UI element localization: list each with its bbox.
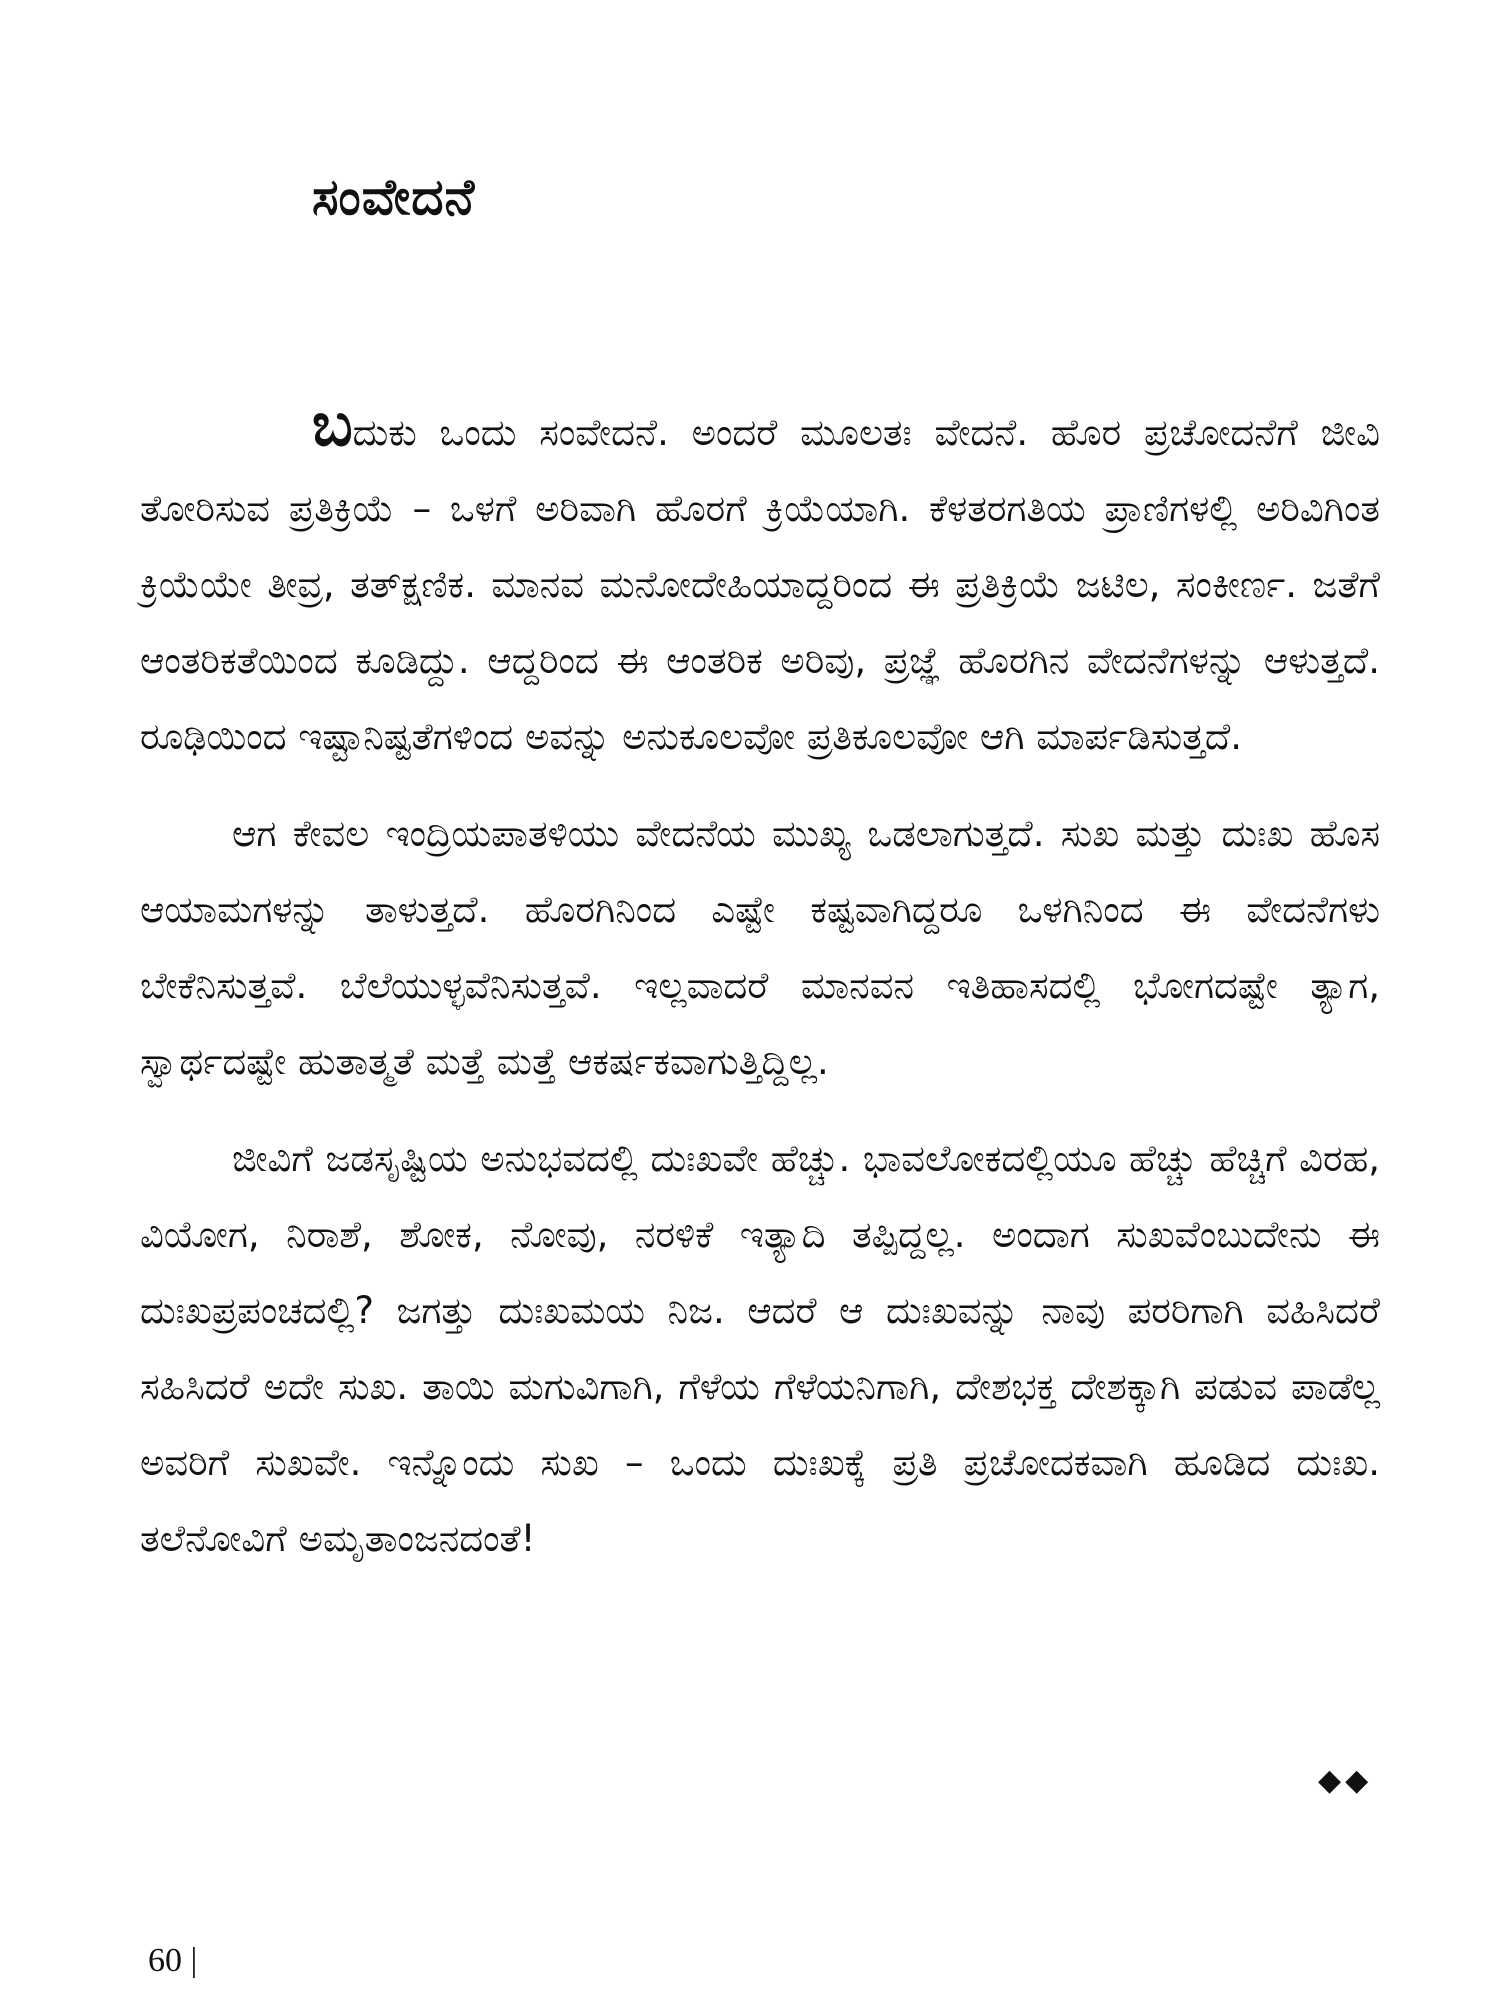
page-number: 60 xyxy=(148,1942,182,1979)
chapter-body xyxy=(140,390,1380,1598)
drop-cap: ಬ xyxy=(312,390,353,460)
paragraph-1 xyxy=(140,390,1380,775)
chapter-title: ಸಂವೇದನೆ xyxy=(312,168,476,226)
paragraph-2-text: ಆಗ ಕೇವಲ ಇಂದ್ರಿಯಪಾತಳಿಯು ವೇದನೆಯ ಮುಖ್ಯ ಒಡಲಾಗುತ್ತದೆ. ಸುಖ ಮತ್ತು ದುಃಖ ಹೊಸ ಆಯಾಮಗಳನ್ನು ತಾಳುತ್ತದೆ. ಹೊರಗಿನಿಂದ ಎಷ್ಟೇ ಕಷ್ಟವಾಗಿದ್ದರೂ ಒಳಗಿನಿಂದ ಈ ವೇದನೆಗಳು ಬೇಕೆನಿಸುತ್ತವೆ. ಬೆಲೆಯುಳ್ಳವೆನಿಸುತ್ತವೆ. ಇಲ್ಲವಾದರೆ ಮಾನವನ ಇತಿಹಾಸದಲ್ಲಿ ಭೋಗದಷ್ಟೇ ತ್ಯಾಗ, ಸ್ವಾರ್ಥದಷ್ಟೇ ಹುತಾತ್ಮತೆ ಮತ್ತೆ ಮತ್ತೆ ಆಕರ್ಷಕವಾಗುತ್ತಿದ್ದಿಲ್ಲ. xyxy=(140,812,1380,1083)
paragraph-1-text: ದುಕು ಒಂದು ಸಂವೇದನೆ. ಅಂದರೆ ಮೂಲತಃ ವೇದನೆ. ಹೊರ ಪ್ರಚೋದನೆಗೆ ಜೀವಿ ತೋರಿಸುವ ಪ್ರತಿಕ್ರಿಯೆ – ಒಳಗೆ ಅರಿವಾಗಿ ಹೊರಗೆ ಕ್ರಿಯೆಯಾಗಿ. ಕೆಳತರಗತಿಯ ಪ್ರಾಣಿಗಳಲ್ಲಿ ಅರಿವಿಗಿಂತ ಕ್ರಿಯೆಯೇ ತೀವ್ರ, ತತ್‌ಕ್ಷಣಿಕ. ಮಾನವ ಮನೋದೇಹಿಯಾದ್ದರಿಂದ ಈ ಪ್ರತಿಕ್ರಿಯೆ ಜಟಿಲ, ಸಂಕೀರ್ಣ. ಜತೆಗೆ ಆಂತರಿಕತೆಯಿಂದ ಕೂಡಿದ್ದು. ಆದ್ದರಿಂದ ಈ ಆಂತರಿಕ ಅರಿವು, ಪ್ರಜ್ಞೆ ಹೊರಗಿನ ವೇದನೆಗಳನ್ನು ಆಳುತ್ತದೆ. ರೂಢಿಯಿಂದ ಇಷ್ಟಾನಿಷ್ಟತೆಗಳಿಂದ ಅವನ್ನು ಅನುಕೂಲವೋ ಪ್ರತಿಕೂಲವೋ ಆಗಿ ಮಾರ್ಪಡಿಸುತ್ತದೆ. xyxy=(140,411,1380,758)
paragraph-3-text: ಜೀವಿಗೆ ಜಡಸೃಷ್ಟಿಯ ಅನುಭವದಲ್ಲಿ ದುಃಖವೇ ಹೆಚ್ಚು. ಭಾವಲೋಕದಲ್ಲಿಯೂ ಹೆಚ್ಚು ಹೆಚ್ಚಿಗೆ ವಿರಹ, ವಿಯೋಗ, ನಿರಾಶೆ, ಶೋಕ, ನೋವು, ನರಳಿಕೆ ಇತ್ಯಾದಿ ತಪ್ಪಿದ್ದಲ್ಲ. ಅಂದಾಗ ಸುಖವೆಂಬುದೇನು ಈ ದುಃಖಪ್ರಪಂಚದಲ್ಲಿ? ಜಗತ್ತು ದುಃಖಮಯ ನಿಜ. ಆದರೆ ಆ ದುಃಖವನ್ನು ನಾವು ಪರರಿಗಾಗಿ ವಹಿಸಿದರೆ ಸಹಿಸಿದರೆ ಅದೇ ಸುಖ. ತಾಯಿ ಮಗುವಿಗಾಗಿ, ಗೆಳೆಯ ಗೆಳೆಯನಿಗಾಗಿ, ದೇಶಭಕ್ತ ದೇಶಕ್ಕಾಗಿ ಪಡುವ ಪಾಡೆಲ್ಲ ಅವರಿಗೆ ಸುಖವೇ. ಇನ್ನೊಂದು ಸುಖ – ಒಂದು ದುಃಖಕ್ಕೆ ಪ್ರತಿ ಪ್ರಚೋದಕವಾಗಿ ಹೂಡಿದ ದುಃಖ. ತಲೆನೋವಿಗೆ ಅಮೃತಾಂಜನದಂತೆ! xyxy=(140,1137,1380,1560)
section-end-ornament: ◆◆ xyxy=(1318,1763,1373,1798)
footer-separator: | xyxy=(190,1942,198,1979)
page-footer xyxy=(148,1942,197,1980)
paragraph-3 xyxy=(140,1121,1380,1577)
paragraph-2 xyxy=(140,796,1380,1100)
